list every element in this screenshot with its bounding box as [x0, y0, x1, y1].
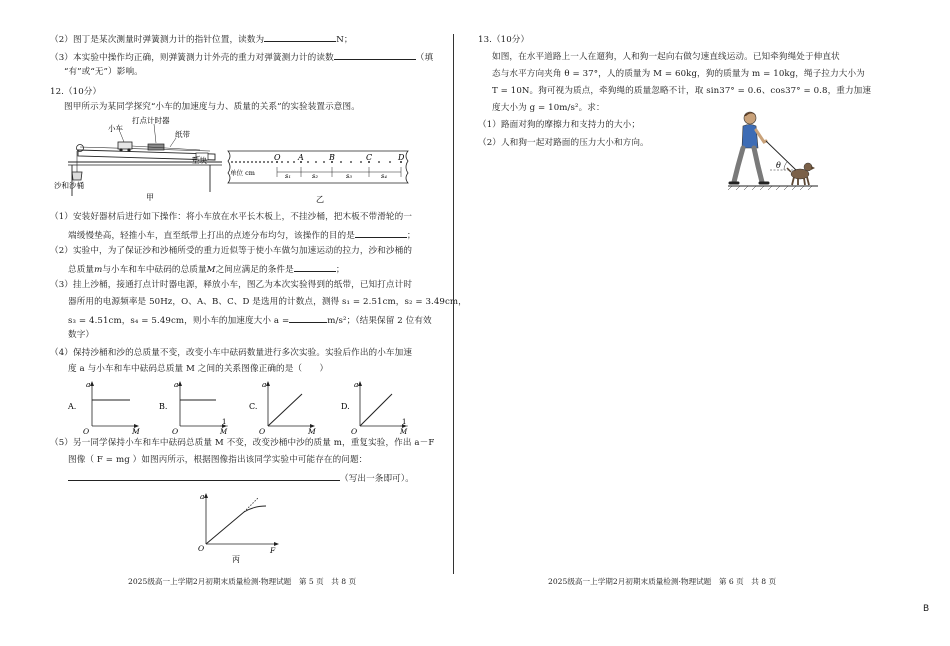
label-pad: 垫块 — [192, 156, 207, 165]
q12-intro: 图甲所示为某同学探究“小车的加速度与力、质量的关系”的实验装置示意图。 — [64, 102, 360, 112]
svg-text:a: a — [86, 380, 91, 389]
svg-text:D.: D. — [341, 402, 350, 411]
q13-title: 13.（10分） — [478, 35, 530, 45]
seg-s2: s₂ — [312, 172, 318, 180]
q12-2-line-1: （2）实验中，为了保证沙和沙桶所受的重力近似等于使小车做匀加速运动的拉力，沙和沙桶的 — [50, 246, 413, 256]
svg-text:M: M — [132, 427, 140, 436]
svg-text:a: a — [262, 380, 267, 389]
option-d[interactable] — [341, 380, 408, 436]
svg-text:O: O — [351, 427, 358, 436]
q13-line-4: 度大小为 g = 10m/s²。求： — [492, 103, 605, 113]
q13-line-3: T = 10N。狗可视为质点，牵狗绳的质量忽略不计，取 sin37° = 0.6、cos37° = 0.8，重力加速 — [492, 86, 872, 96]
answer-blank[interactable] — [68, 471, 340, 481]
figure-bing-graph — [194, 490, 284, 566]
page-divider — [453, 34, 454, 574]
option-b[interactable] — [159, 380, 228, 436]
seg-s4: s₄ — [381, 172, 387, 180]
q12-3-line-3: s₃ = 4.51cm，s₄ = 5.49cm，则小车的加速度大小 a = m/s²；（结果保留 2 位有效 — [68, 313, 432, 327]
q13-line-2: 态与水平方向夹角 θ = 37°，人的质量为 M = 60kg，狗的质量为 m = 10kg，绳子拉力大小为 — [492, 69, 865, 79]
options-graphs — [66, 378, 426, 436]
q12-4-line-2: 度 a 与小车和车中砝码总质量 M 之间的关系图像正确的是（ ） — [68, 364, 329, 374]
answer-blank[interactable] — [264, 32, 336, 42]
answer-blank[interactable] — [355, 228, 407, 238]
svg-text:O: O — [83, 427, 90, 436]
q13-part-1: （1）路面对狗的摩擦力和支持力的大小； — [478, 120, 641, 130]
svg-text:M: M — [220, 428, 228, 436]
svg-text:M: M — [400, 428, 408, 436]
figure-jia-apparatus — [50, 114, 225, 202]
footer-left: 2025级高一上学期2月初期末质量检测·物理试题 第 5 页 共 8 页 — [128, 577, 357, 586]
svg-text:C.: C. — [249, 402, 258, 411]
q12-5-line-1: （5）另一同学保持小车和车中砝码总质量 M 不变，改变沙桶中沙的质量 m，重复实验，作出 a－F — [50, 438, 435, 448]
q12-1-line-1: （1）安装好器材后进行如下操作：将小车放在水平长木板上，不挂沙桶，把木板不带滑轮的一 — [50, 212, 413, 222]
q12-3-line-2: 器所用的电源频率是 50Hz，O、A、B、C、D 是选用的计数点，测得 s₁ = 2.51cm，s₂ = 3.49cm， — [68, 297, 467, 307]
tape-point-a: A — [298, 153, 304, 162]
angle-theta: θ — [776, 161, 781, 170]
seg-s1: s₁ — [285, 172, 291, 180]
q12-3-line-1: （3）挂上沙桶，接通打点计时器电源，释放小车，图乙为本次实验得到的纸带，已知打点计时 — [50, 280, 413, 290]
tape-point-o: O — [274, 153, 281, 162]
figure-man-dog — [726, 108, 821, 190]
svg-text:a: a — [174, 380, 179, 389]
label-tape: 纸带 — [175, 130, 190, 139]
tape-point-d: D — [398, 153, 405, 162]
q12-2-line-2: 总质量m与小车和车中砝码的总质量M之间应满足的条件是 ； — [68, 262, 345, 276]
q12-title: 12.（10分） — [50, 87, 102, 97]
corner-mark: B — [923, 604, 930, 614]
label-bucket: 沙和沙桶 — [54, 181, 84, 190]
q12-5-line-3: （写出一条即可）。 — [68, 471, 414, 485]
q12-3-line-4: 数字） — [68, 330, 95, 340]
q12-5-line-2: 图像（ F = mg ）如图丙所示，根据图像指出该同学实验中可能存在的问题： — [68, 455, 368, 465]
tape-point-b: B — [329, 153, 335, 162]
label-timer: 打点计时器 — [132, 116, 170, 125]
answer-blank[interactable] — [289, 313, 327, 323]
answer-blank[interactable] — [334, 50, 416, 60]
footer-right: 2025级高一上学期2月初期末质量检测·物理试题 第 6 页 共 8 页 — [548, 577, 777, 586]
svg-text:O: O — [259, 427, 266, 436]
q12-4-line-1: （4）保持沙桶和沙的总质量不变，改变小车中砝码数量进行多次实验。实验后作出的小车加速 — [50, 348, 413, 358]
seg-s3: s₃ — [346, 172, 352, 180]
bing-axis-f: F — [270, 546, 276, 555]
q12-1-line-2: 端缓慢垫高，轻推小车，直至纸带上打出的点迹分布均匀，该操作的目的是 ； — [68, 228, 416, 242]
tape-point-c: C — [366, 153, 373, 162]
svg-text:1: 1 — [222, 418, 227, 426]
q13-line-1: 如图，在水平道路上一人在遛狗，人和狗一起向右做匀速直线运动。已知牵狗绳处于伸直状 — [492, 52, 840, 62]
svg-text:M: M — [308, 427, 316, 436]
q11-3-line-2: “有”或“无”）影响。 — [64, 67, 143, 77]
q11-2-line: （2）图丁是某次测量时弹簧测力计的指针位置，读数为 N； — [50, 32, 353, 46]
svg-text:O: O — [172, 427, 179, 436]
figure-yi-tape — [224, 147, 412, 207]
label-fig-jia: 甲 — [146, 193, 154, 202]
tape-unit: 单位 cm — [230, 169, 255, 177]
label-fig-bing: 丙 — [232, 555, 240, 564]
answer-blank[interactable] — [294, 262, 336, 272]
svg-text:B.: B. — [159, 402, 168, 411]
q13-part-2: （2）人和狗一起对路面的压力大小和方向。 — [478, 138, 649, 148]
option-c[interactable] — [249, 380, 316, 436]
svg-text:a: a — [354, 380, 359, 389]
bing-axis-a: a — [200, 492, 205, 501]
q11-3-line: （3）本实验中操作均正确，则弹簧测力计外壳的重力对弹簧测力计的读数 （填 — [50, 50, 433, 64]
svg-text:1: 1 — [402, 418, 407, 426]
option-a[interactable] — [67, 380, 140, 436]
label-fig-yi: 乙 — [316, 195, 324, 204]
svg-text:A.: A. — [68, 402, 77, 411]
bing-axis-o: O — [198, 544, 205, 553]
label-cart: 小车 — [108, 124, 123, 133]
